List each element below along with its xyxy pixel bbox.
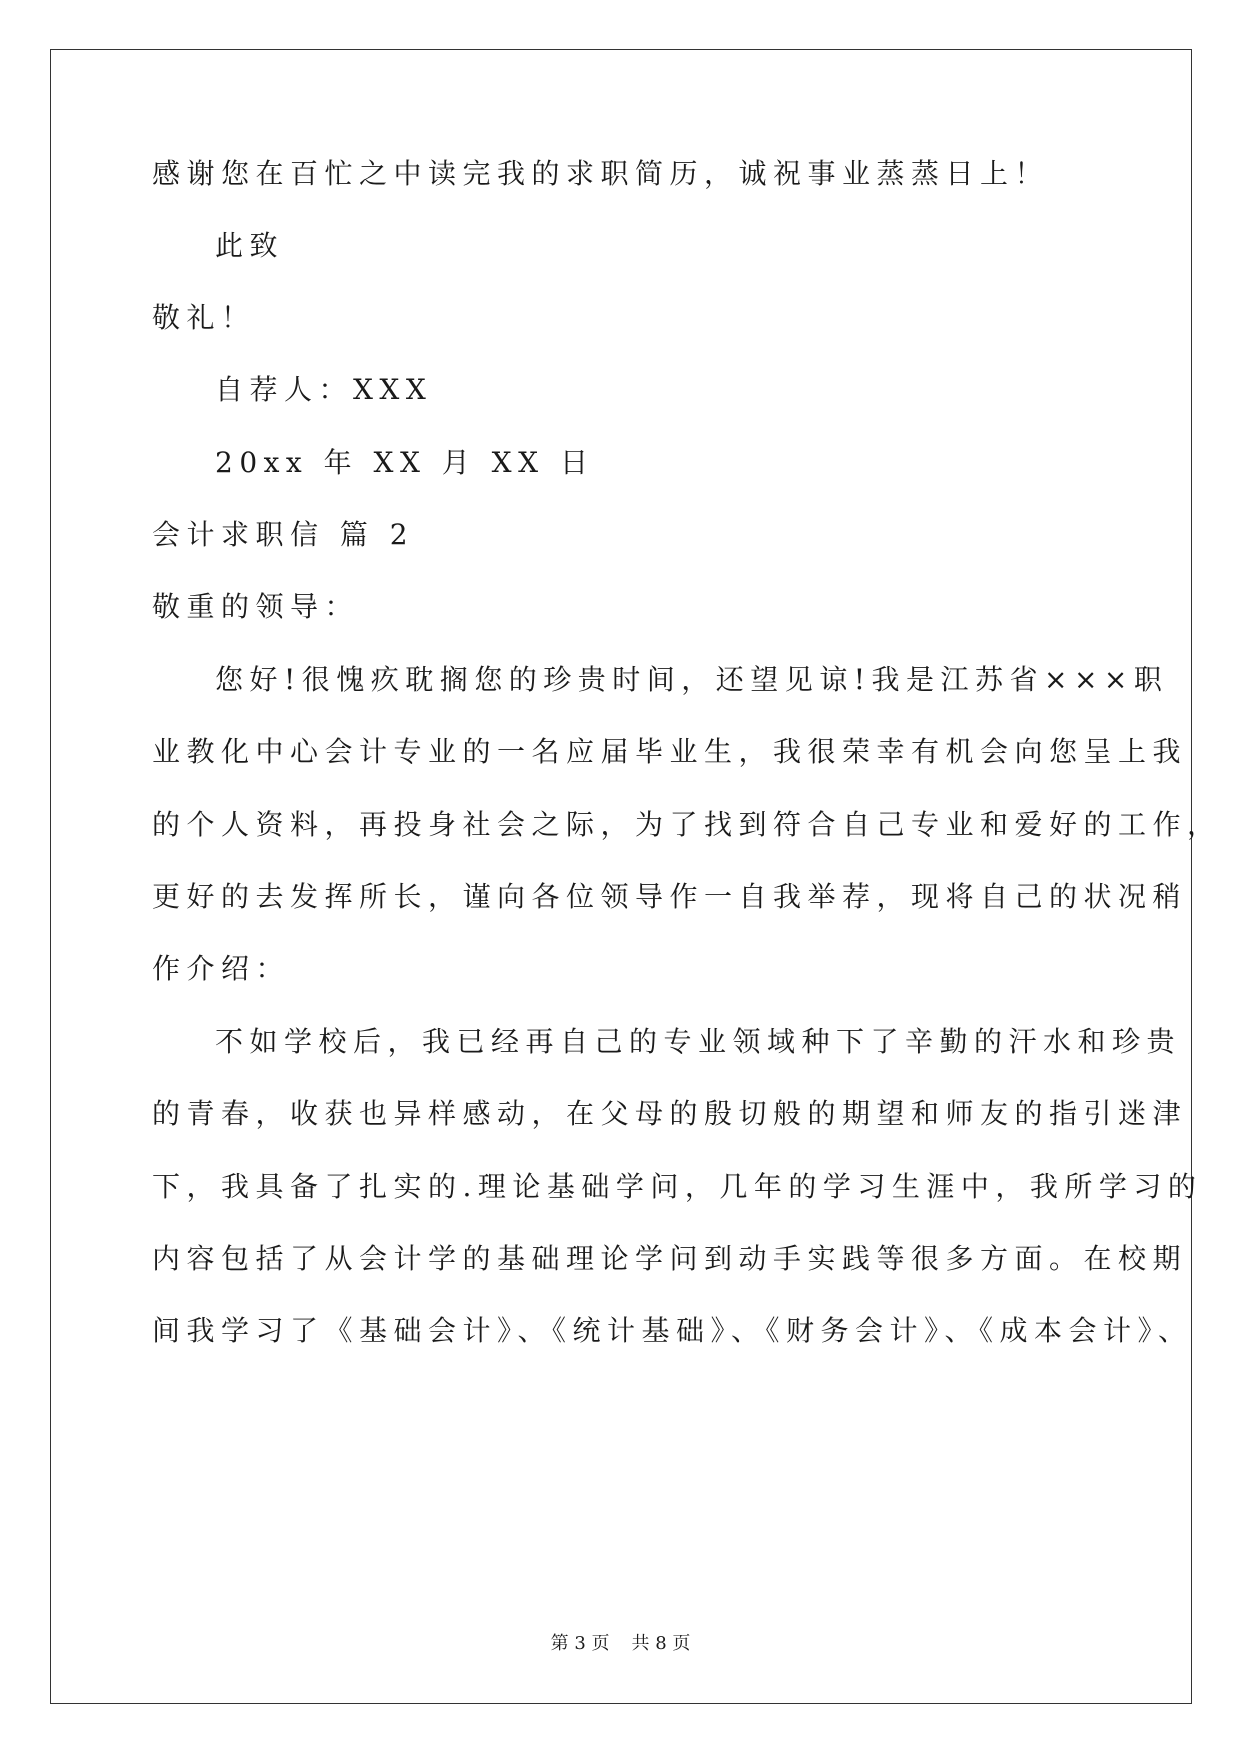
- page-number: 第 3 页: [550, 1633, 610, 1654]
- paragraph-line: 间我学习了《基础会计》、《统计基础》、《财务会计》、《成本会计》、: [152, 1314, 1193, 1347]
- date-line: 20xx 年 XX 月 XX 日: [215, 446, 595, 479]
- paragraph-line: 您好!很愧疚耽搁您的珍贵时间，还望见谅!我是江苏省×××职: [215, 663, 1169, 696]
- paragraph-line: 的青春，收获也异样感动，在父母的殷切般的期望和师友的指引迷津: [152, 1097, 1188, 1130]
- paragraph-line: 更好的去发挥所长，谨向各位领导作一自我举荐，现将自己的状况稍: [152, 880, 1188, 913]
- paragraph-line: 下，我具备了扎实的.理论基础学问，几年的学习生涯中，我所学习的: [152, 1170, 1203, 1203]
- salutation-cizhi: 此致: [215, 229, 285, 262]
- paragraph-line: 作介绍：: [152, 952, 291, 985]
- signature-line: 自荐人：XXX: [215, 373, 433, 406]
- closing-sentence: 感谢您在百忙之中读完我的求职简历，诚祝事业蒸蒸日上！: [152, 157, 1050, 190]
- paragraph-line: 不如学校后，我已经再自己的专业领域种下了辛勤的汗水和珍贵: [215, 1025, 1182, 1058]
- paragraph-line: 内容包括了从会计学的基础理论学问到动手实践等很多方面。在校期: [152, 1242, 1188, 1275]
- paragraph-line: 的个人资料，再投身社会之际，为了找到符合自己专业和爱好的工作，: [152, 808, 1222, 841]
- salutation-jingli: 敬礼！: [152, 301, 256, 334]
- section-heading: 会计求职信 篇 2: [152, 518, 415, 551]
- greeting-line: 敬重的领导：: [152, 590, 360, 623]
- page-total: 共 8 页: [631, 1633, 691, 1654]
- paragraph-line: 业教化中心会计专业的一名应届毕业生，我很荣幸有机会向您呈上我: [152, 735, 1188, 768]
- page-footer: [0, 1632, 1241, 1656]
